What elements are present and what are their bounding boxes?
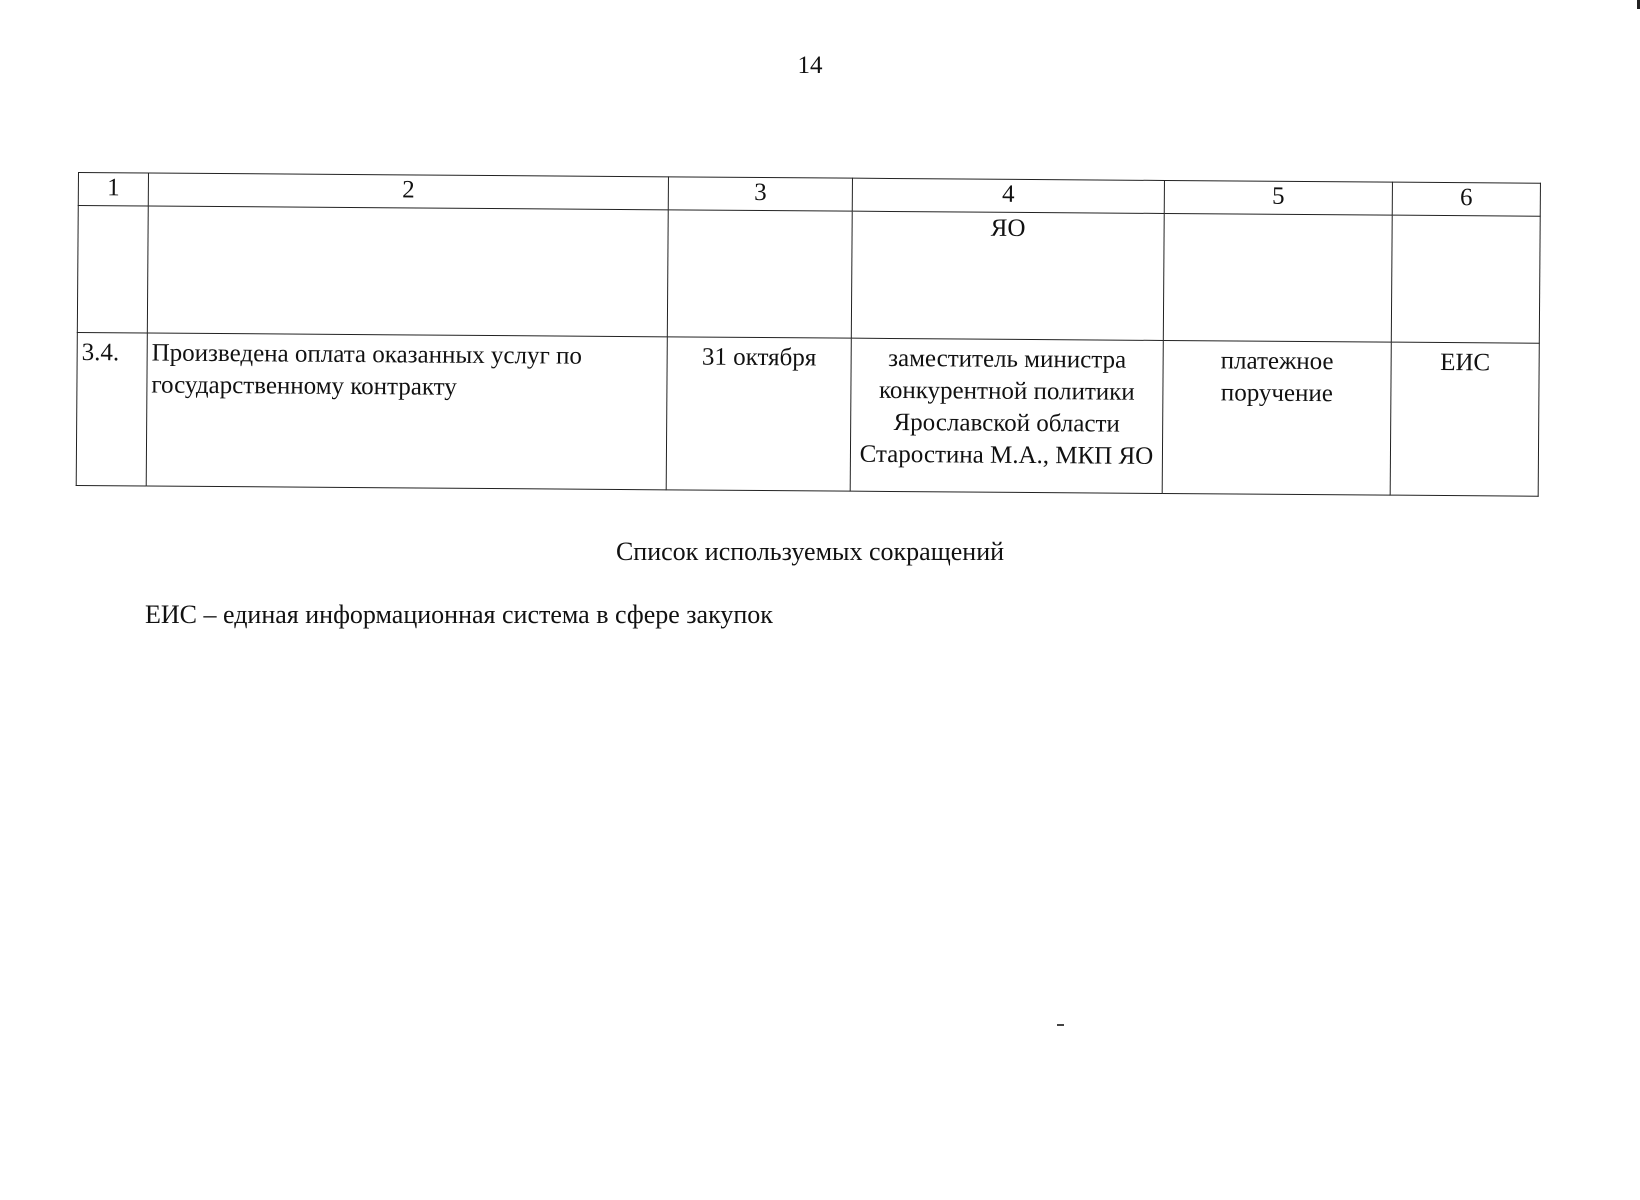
table-cell: ЯО: [851, 211, 1164, 340]
abbreviation-item: ЕИС – единая информационная система в сфере закупок: [145, 600, 773, 629]
table-cell: [147, 206, 668, 337]
table-cell: [1391, 215, 1540, 343]
placement-cell: ЕИС: [1390, 342, 1539, 496]
event-cell: Произведена оплата оказанных услуг по государственному контракту: [146, 333, 667, 490]
column-number-cell: 4: [852, 178, 1164, 213]
date-cell: 31 октября: [666, 337, 851, 491]
scan-speck: [1057, 1024, 1064, 1026]
plan-table: [76, 172, 1541, 497]
column-number-cell: 1: [78, 173, 148, 207]
column-number-cell: 6: [1392, 182, 1540, 216]
row-number-cell: 3.4.: [76, 332, 147, 486]
table-row: [76, 332, 1539, 496]
column-number-cell: 3: [668, 177, 852, 211]
table-cell: [77, 206, 148, 334]
table-cell: [1163, 213, 1392, 342]
page-number: 14: [797, 52, 823, 79]
column-number-cell: 5: [1164, 180, 1392, 215]
table-row-continued: [77, 206, 1540, 344]
abbreviations-heading: Список используемых сокращений: [615, 537, 1005, 566]
responsible-cell: заместитель министра конкурентной политики Ярославской области Старостина М.А., МКП ЯО: [850, 338, 1163, 493]
table-cell: [667, 210, 852, 338]
column-number-cell: 2: [148, 173, 668, 210]
document-cell: платежное поручение: [1162, 340, 1391, 495]
